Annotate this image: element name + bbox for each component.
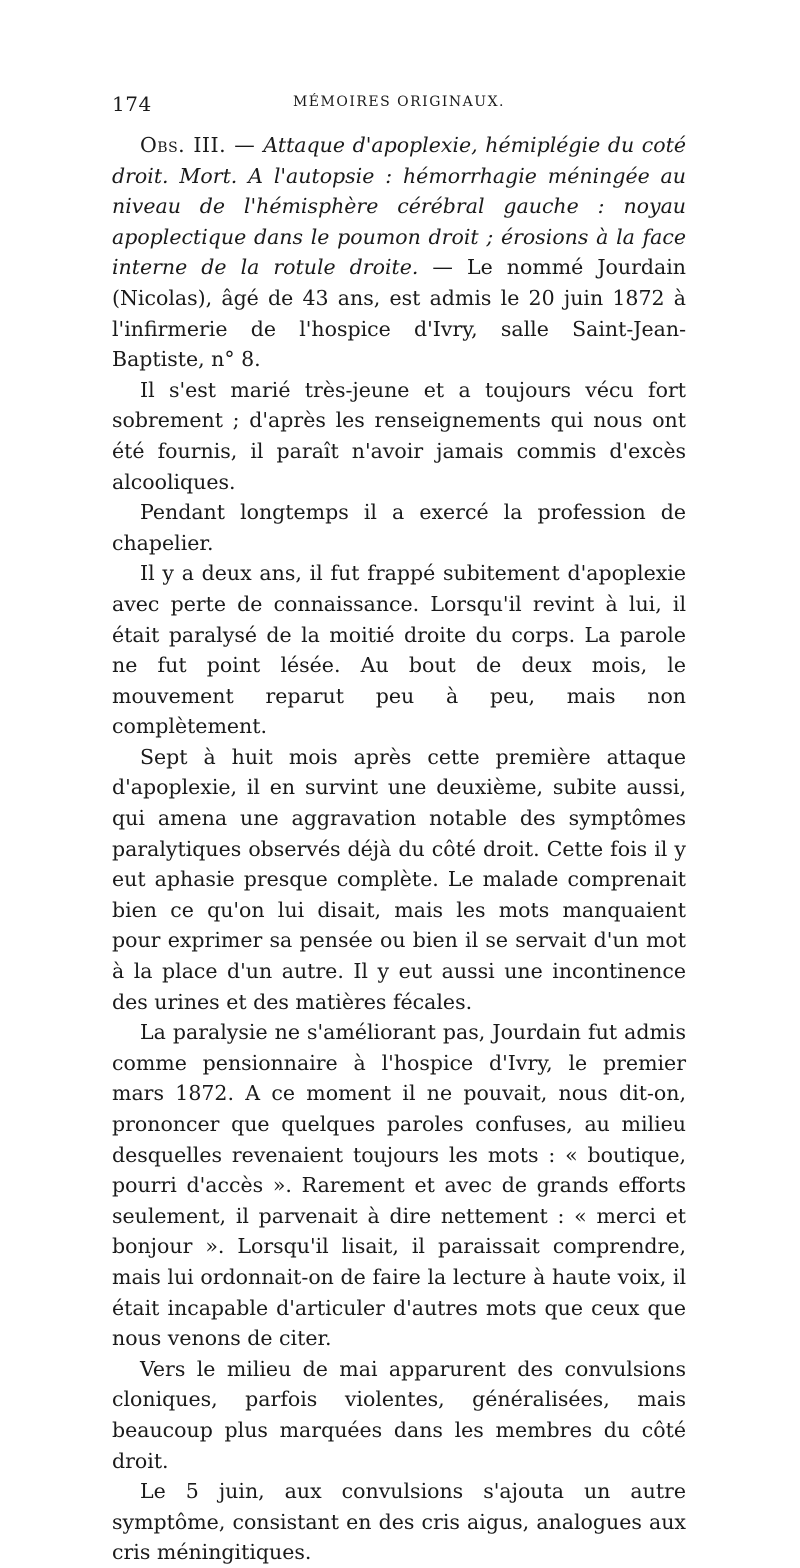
paragraph: La paralysie ne s'améliorant pas, Jourdain fut admis comme pensionnaire à l'hospice d'Ivry, le premier mars 1872. A ce moment il ne pouvait, nous dit-on, prononcer que quelques paroles confuses, au milieu desquelles revenaient toujours les mots : « boutique, pourri d'accès ». Rarement et avec de grands efforts seulement, il parvenait à dire nettement : « merci et bonjour ». Lorsqu'il lisait, il paraissait comprendre, mais lui ordonnait-on de faire la lecture à haute voix, il était incapable d'articuler d'autres mots que ceux que nous venons de citer.: [112, 1020, 686, 1351]
paragraph: Il y a deux ans, il fut frappé subitement d'apoplexie avec perte de connaissance. Lorsqu'il revint à lui, il était paralysé de la moitié droite du corps. La parole ne fut point lésée. Au bout de deux mois, le mouvement reparut peu à peu, mais non complètement.: [112, 561, 686, 739]
paragraph: Vers le milieu de mai apparurent des convulsions cloniques, parfois violentes, généralisées, mais beaucoup plus marquées dans les membres du côté droit.: [112, 1356, 686, 1473]
book-page: [112, 88, 686, 1568]
paragraph: Le 5 juin, aux convulsions s'ajouta un autre symptôme, consistant en des cris aigus, analogues aux cris méningitiques.: [112, 1479, 686, 1565]
observation-label: Obs. III. —: [140, 133, 264, 157]
observation-intro: — Le nommé Jourdain (Nicolas), âgé de 43 ans, est admis le 20 juin 1872 à l'infirmerie de l'hospice d'Ivry, salle Saint-Jean-Baptiste, n° 8.: [112, 255, 686, 372]
paragraph: Pendant longtemps il a exercé la profession de chapelier.: [112, 500, 686, 555]
running-head: MÉMOIRES ORIGINAUX.: [292, 94, 506, 110]
page-header: [112, 88, 686, 118]
page-number: 174: [112, 92, 152, 116]
observation-paragraph: [112, 130, 686, 375]
paragraph: Il s'est marié très-jeune et a toujours vécu fort sobrement ; d'après les renseignements qui nous ont été fournis, il paraît n'avoir jamais commis d'excès alcooliques.: [112, 377, 686, 494]
paragraph: Sept à huit mois après cette première attaque d'apoplexie, il en survint une deuxième, subite aussi, qui amena une aggravation notable des symptômes paralytiques observés déjà du côté droit. Cette fois il y eut aphasie presque complète. Le malade comprenait bien ce qu'on lui disait, mais les mots manquaient pour exprimer sa pensée ou bien il se servait d'un mot à la place d'un autre. Il y eut aussi une incontinence des urines et des matières fécales.: [112, 744, 686, 1014]
observation-title: Attaque d'apoplexie, hémiplégie du coté droit. Mort. A l'autopsie : hémorrhagie méningée au niveau de l'hémisphère cérébral gauche : noyau apoplectique dans le poumon droit ; érosions à la face interne de la rotule droite.: [112, 133, 686, 280]
body-text: [112, 130, 686, 1568]
